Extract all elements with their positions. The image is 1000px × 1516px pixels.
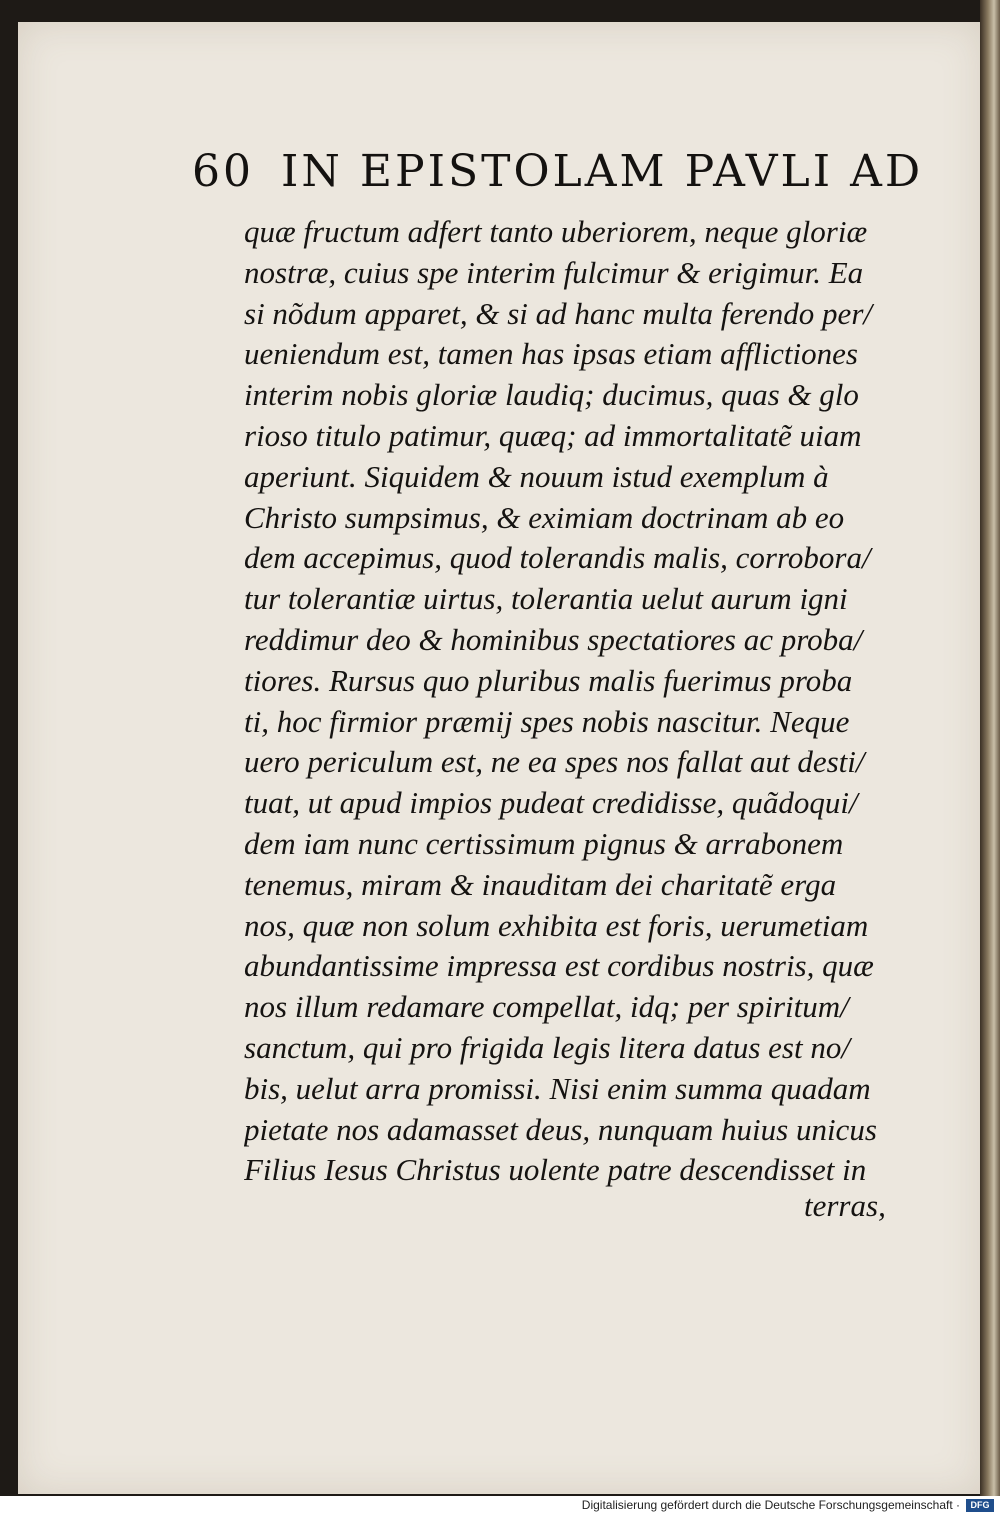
text-line: sanctum, qui pro frigida legis litera datus est no/ bbox=[244, 1029, 850, 1065]
text-line: aperiunt. Siquidem & nouum istud exemplum à bbox=[244, 458, 829, 494]
digitization-footer bbox=[0, 1496, 1000, 1516]
dfg-logo: DFG bbox=[966, 1499, 994, 1512]
text-line: bis, uelut arra promissi. Nisi enim summa quadam bbox=[244, 1070, 871, 1106]
text-line: Christo sumpsimus, & eximiam doctrinam ab eo bbox=[244, 499, 845, 535]
catchword: terras, bbox=[804, 1188, 886, 1223]
text-line: ueniendum est, tamen has ipsas etiam afflictiones bbox=[244, 336, 858, 372]
running-title: IN EPISTOLAM PAVLI AD bbox=[281, 146, 924, 197]
text-line: quæ fructum adfert tanto uberiorem, neque gloriæ bbox=[244, 214, 868, 249]
text-line: Filius Iesus Christus uolente patre descendisset in bbox=[244, 1152, 867, 1188]
body-text bbox=[244, 212, 912, 1191]
text-line: ti, hoc firmior præmij spes nobis nascitur. Neque bbox=[244, 703, 850, 739]
footer-credit: Digitalisierung gefördert durch die Deutsche Forschungsgemeinschaft · bbox=[581, 1498, 960, 1512]
text-line: reddimur deo & hominibus spectatiores ac proba/ bbox=[244, 621, 863, 657]
text-line: tiores. Rursus quo pluribus malis fuerimus proba bbox=[244, 662, 853, 698]
text-line: uero periculum est, ne ea spes nos fallat aut desti/ bbox=[244, 744, 865, 780]
text-line: nos illum redamare compellat, idq; per spiritum/ bbox=[244, 989, 849, 1025]
text-line: dem accepimus, quod tolerandis malis, corrobora/ bbox=[244, 540, 871, 576]
text-line: interim nobis gloriæ laudiq; ducimus, quas & glo bbox=[244, 377, 859, 413]
text-line: nostræ, cuius spe interim fulcimur & erigimur. Ea bbox=[244, 254, 864, 290]
text-line: si nõdum apparet, & si ad hanc multa ferendo per/ bbox=[244, 295, 872, 331]
text-line: pietate nos adamasset deus, nunquam huius unicus bbox=[244, 1111, 877, 1147]
text-line: abundantissime impressa est cordibus nostris, quæ bbox=[244, 948, 874, 984]
running-header bbox=[192, 146, 922, 197]
text-line: nos, quæ non solum exhibita est foris, uerumetiam bbox=[244, 907, 869, 943]
text-line: tur tolerantiæ uirtus, tolerantia uelut aurum igni bbox=[244, 581, 848, 617]
text-line: dem iam nunc certissimum pignus & arrabonem bbox=[244, 825, 844, 861]
text-line: tenemus, miram & inauditam dei charitatẽ erga bbox=[244, 866, 837, 902]
text-line: rioso titulo patimur, quæq; ad immortalitatẽ uiam bbox=[244, 417, 862, 453]
text-line: tuat, ut apud impios pudeat credidisse, quãdoqui/ bbox=[244, 785, 858, 821]
book-spine-edge bbox=[980, 0, 1000, 1496]
folio-number: 60 bbox=[192, 146, 254, 197]
